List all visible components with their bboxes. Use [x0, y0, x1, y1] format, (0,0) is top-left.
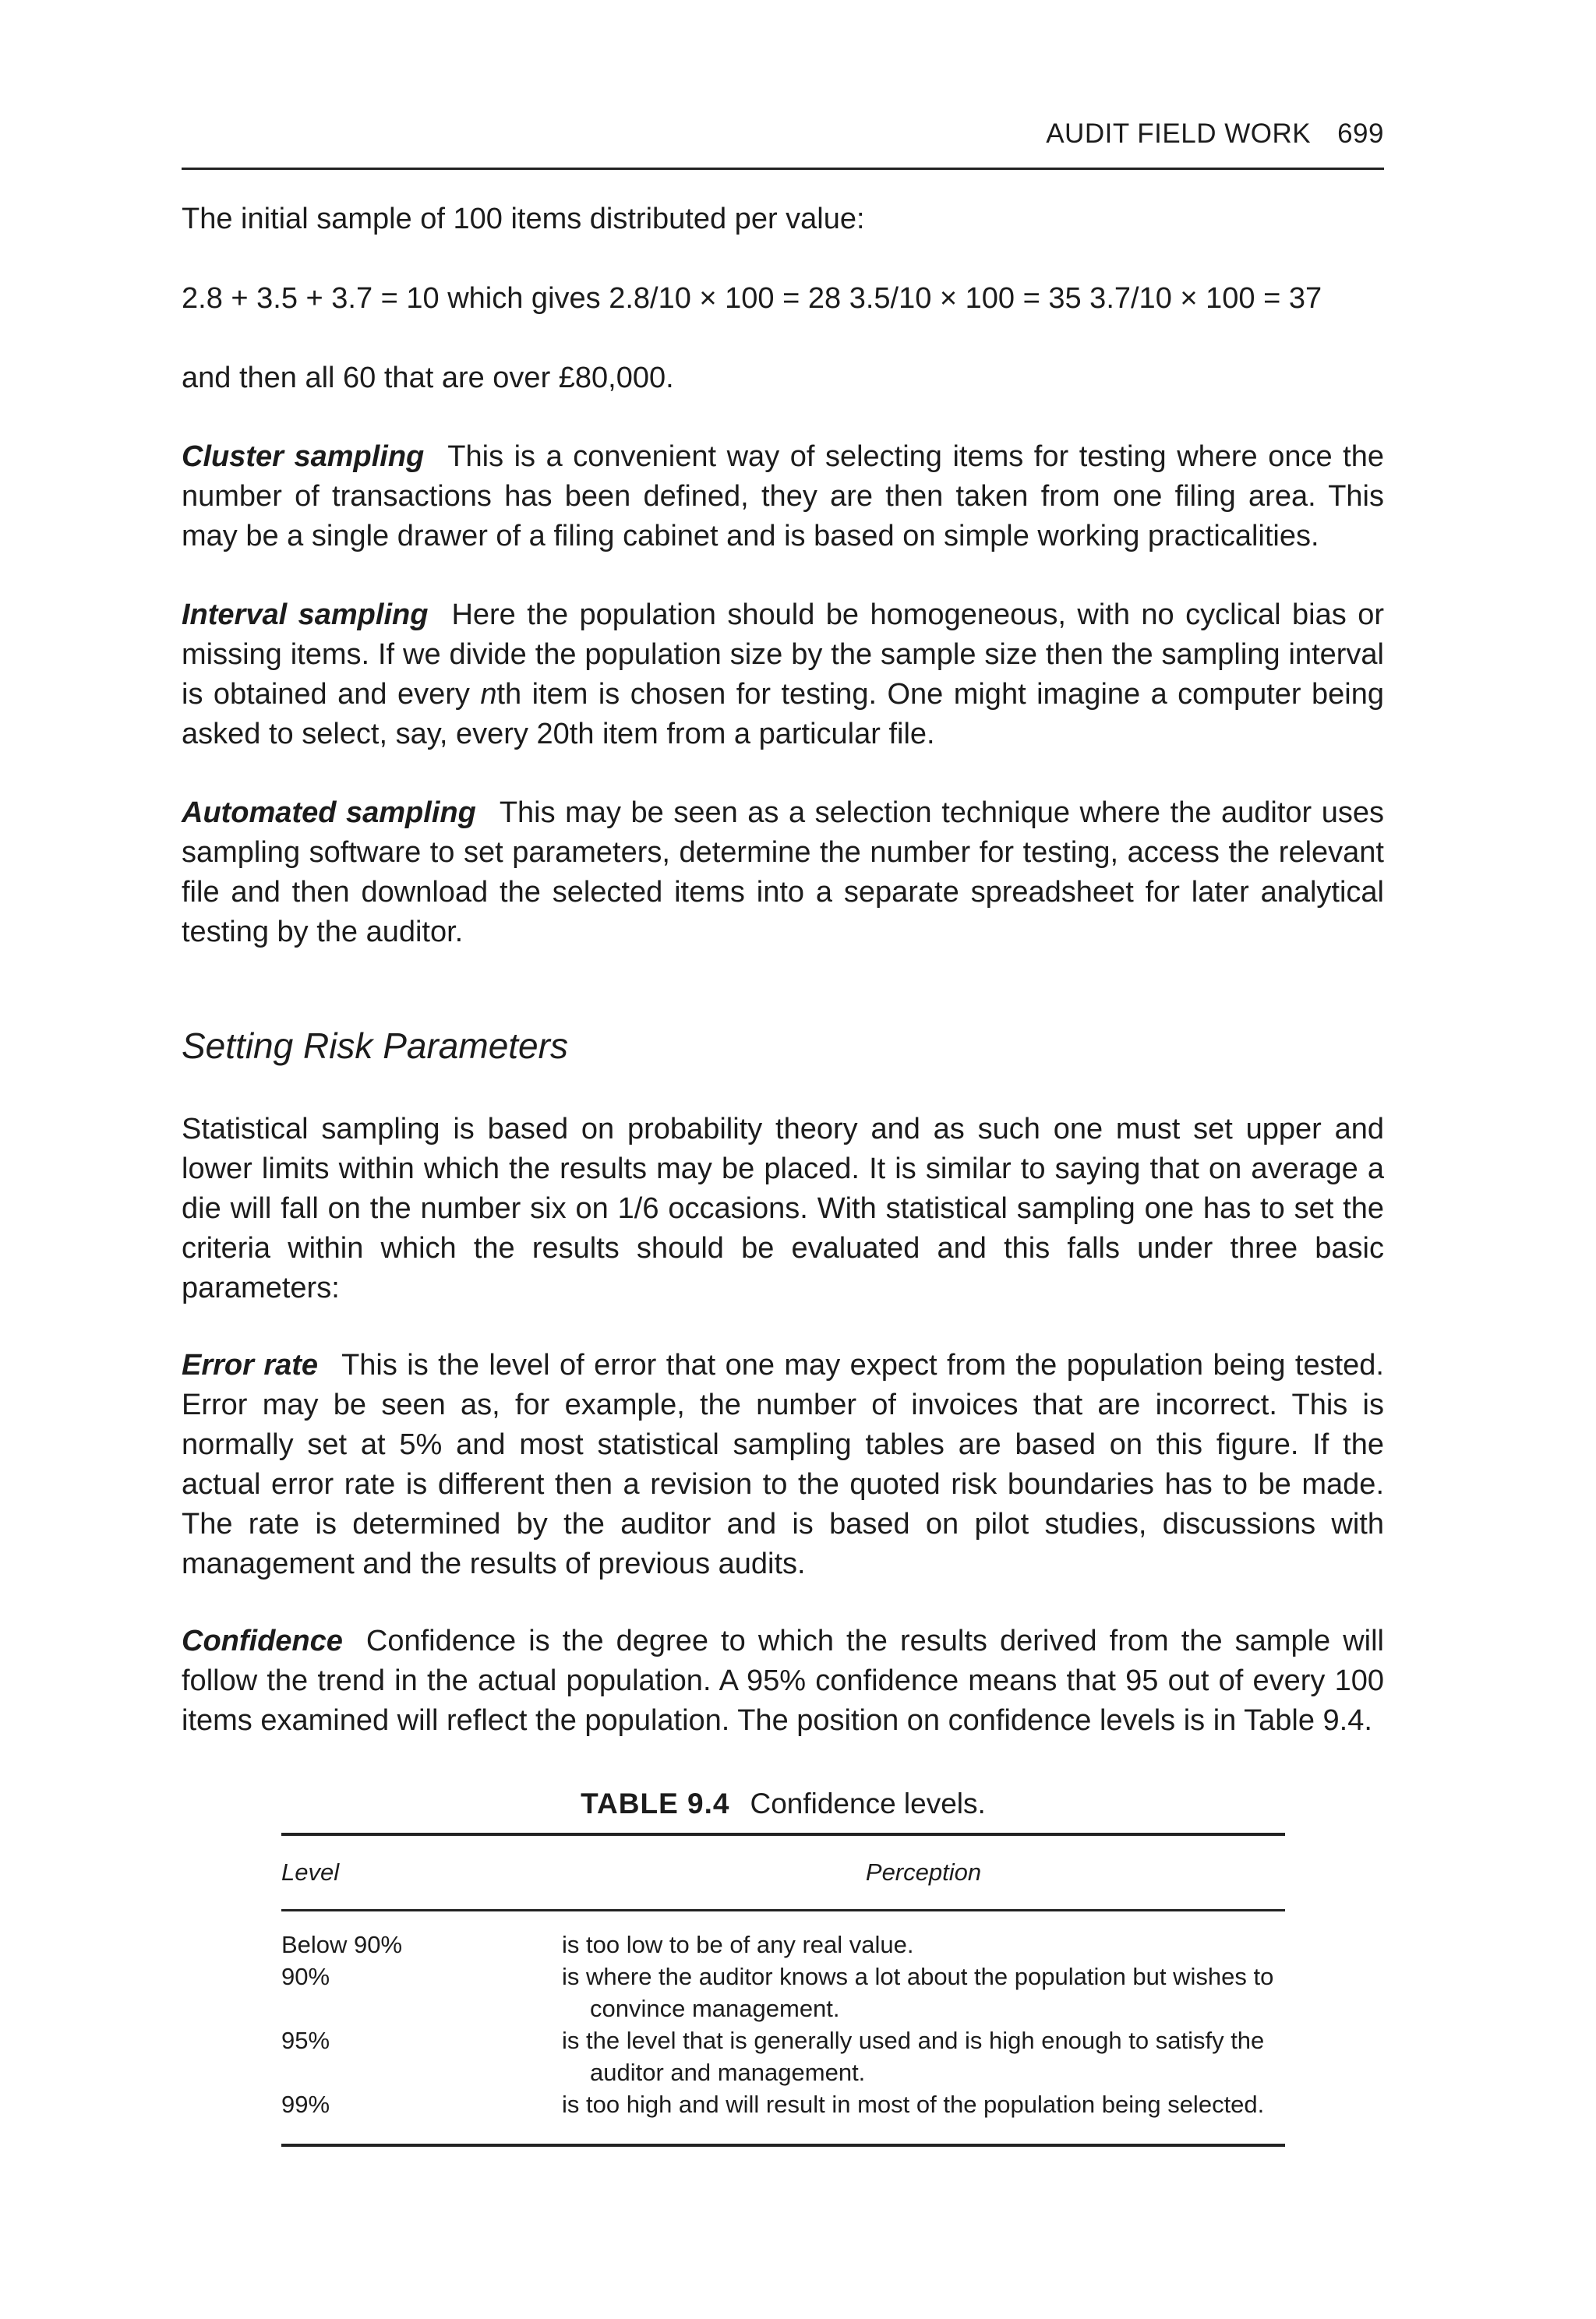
row-perception: is the level that is generally used and is high enough to satisfy the auditor and management. — [562, 2027, 1265, 2086]
row-level: 99% — [281, 2091, 330, 2118]
confidence-term: Confidence — [182, 1625, 343, 1657]
table-row — [281, 2024, 1285, 2088]
table-bottom-rule — [281, 2144, 1285, 2147]
table-header-row — [281, 1836, 1285, 1909]
interval-sampling-text-2: th item is chosen for testing. One might imagine a computer being asked to select, say, every 20th item from a particular file. — [182, 678, 1384, 750]
cluster-sampling-paragraph — [182, 437, 1384, 556]
table-body — [281, 1911, 1285, 2144]
page-body — [182, 199, 1384, 2147]
column-header-level: Level — [281, 1858, 340, 1886]
interval-sampling-paragraph — [182, 595, 1384, 754]
row-perception: is where the auditor knows a lot about the population but wishes to convince management. — [562, 1963, 1274, 2022]
error-rate-text: This is the level of error that one may expect from the population being tested. Error may be seen as, for example, the number of invoices that are incorrect. This is normally set at 5% and most statistical sampling tables are based on this figure. If the actual error rate is different then a revision to the quoted risk boundaries has to be made. The rate is determined by the auditor and is based on pilot studies, discussions with management and the results of previous audits. — [182, 1349, 1384, 1580]
interval-sampling-text-1: Here the population should be homogeneous, with no cyclical bias or missing items. If we divide the population size by the sample size then the sampling interval is obtained and every — [182, 598, 1384, 711]
cluster-sampling-text: This is a convenient way of selecting items for testing where once the number of transactions has been defined, they are then taken from one filing area. This may be a single drawer of a filing cabinet and is based on simple working practicalities. — [182, 440, 1385, 552]
row-perception: is too high and will result in most of the population being selected. — [562, 2091, 1265, 2118]
table-label: TABLE 9.4 — [581, 1788, 730, 1820]
sample-equation: 2.8 + 3.5 + 3.7 = 10 which gives 2.8/10 × 100 = 28 3.5/10 × 100 = 35 3.7/10 × 100 = 37 — [182, 282, 1322, 315]
running-title: AUDIT FIELD WORK — [1046, 118, 1312, 149]
table-row — [281, 1929, 1285, 1961]
column-header-perception: Perception — [865, 1858, 982, 1886]
intro-paragraph: The initial sample of 100 items distributed per value: — [182, 203, 865, 235]
header-rule — [182, 168, 1384, 170]
automated-sampling-term: Automated sampling — [182, 796, 476, 829]
section-heading: Setting Risk Parameters — [182, 1025, 568, 1066]
running-header — [182, 118, 1384, 150]
interval-sampling-term: Interval sampling — [182, 598, 429, 631]
error-rate-term: Error rate — [182, 1349, 319, 1382]
table-caption — [281, 1786, 1285, 1822]
row-level: 95% — [281, 2027, 330, 2054]
row-level: 90% — [281, 1963, 330, 1990]
table-row — [281, 1961, 1285, 2024]
section-intro-paragraph: Statistical sampling is based on probability theory and as such one must set upper and lower limits within which the results may be placed. It is similar to saying that on average a die will fall on the number six on 1/6 occasions. With statistical sampling one has to set the criteria within which the results should be evaluated and this falls under three basic parameters: — [182, 1113, 1384, 1304]
error-rate-paragraph — [182, 1346, 1384, 1584]
interval-n-italic: n — [480, 678, 497, 711]
row-perception: is too low to be of any real value. — [562, 1931, 914, 1958]
confidence-levels-table — [281, 1786, 1285, 2147]
confidence-text: Confidence is the degree to which the results derived from the sample will follow the trend in the actual population. A 95% confidence means that 95 out of every 100 items examined will reflect the population. The position on confidence levels is in Table 9.4. — [182, 1625, 1384, 1737]
confidence-paragraph — [182, 1622, 1384, 1741]
table-caption-text: Confidence levels. — [750, 1788, 986, 1820]
automated-sampling-text: This may be seen as a selection technique where the auditor uses sampling software to set parameters, determine the number for testing, access the relevant file and then download the selected items into a separate spreadsheet for later analytical testing by the auditor. — [182, 796, 1384, 948]
then-all-paragraph: and then all 60 that are over £80,000. — [182, 362, 674, 394]
cluster-sampling-term: Cluster sampling — [182, 440, 425, 473]
table-row — [281, 2088, 1285, 2120]
page-number: 699 — [1337, 118, 1384, 149]
automated-sampling-paragraph — [182, 793, 1384, 952]
row-level: Below 90% — [281, 1931, 403, 1958]
